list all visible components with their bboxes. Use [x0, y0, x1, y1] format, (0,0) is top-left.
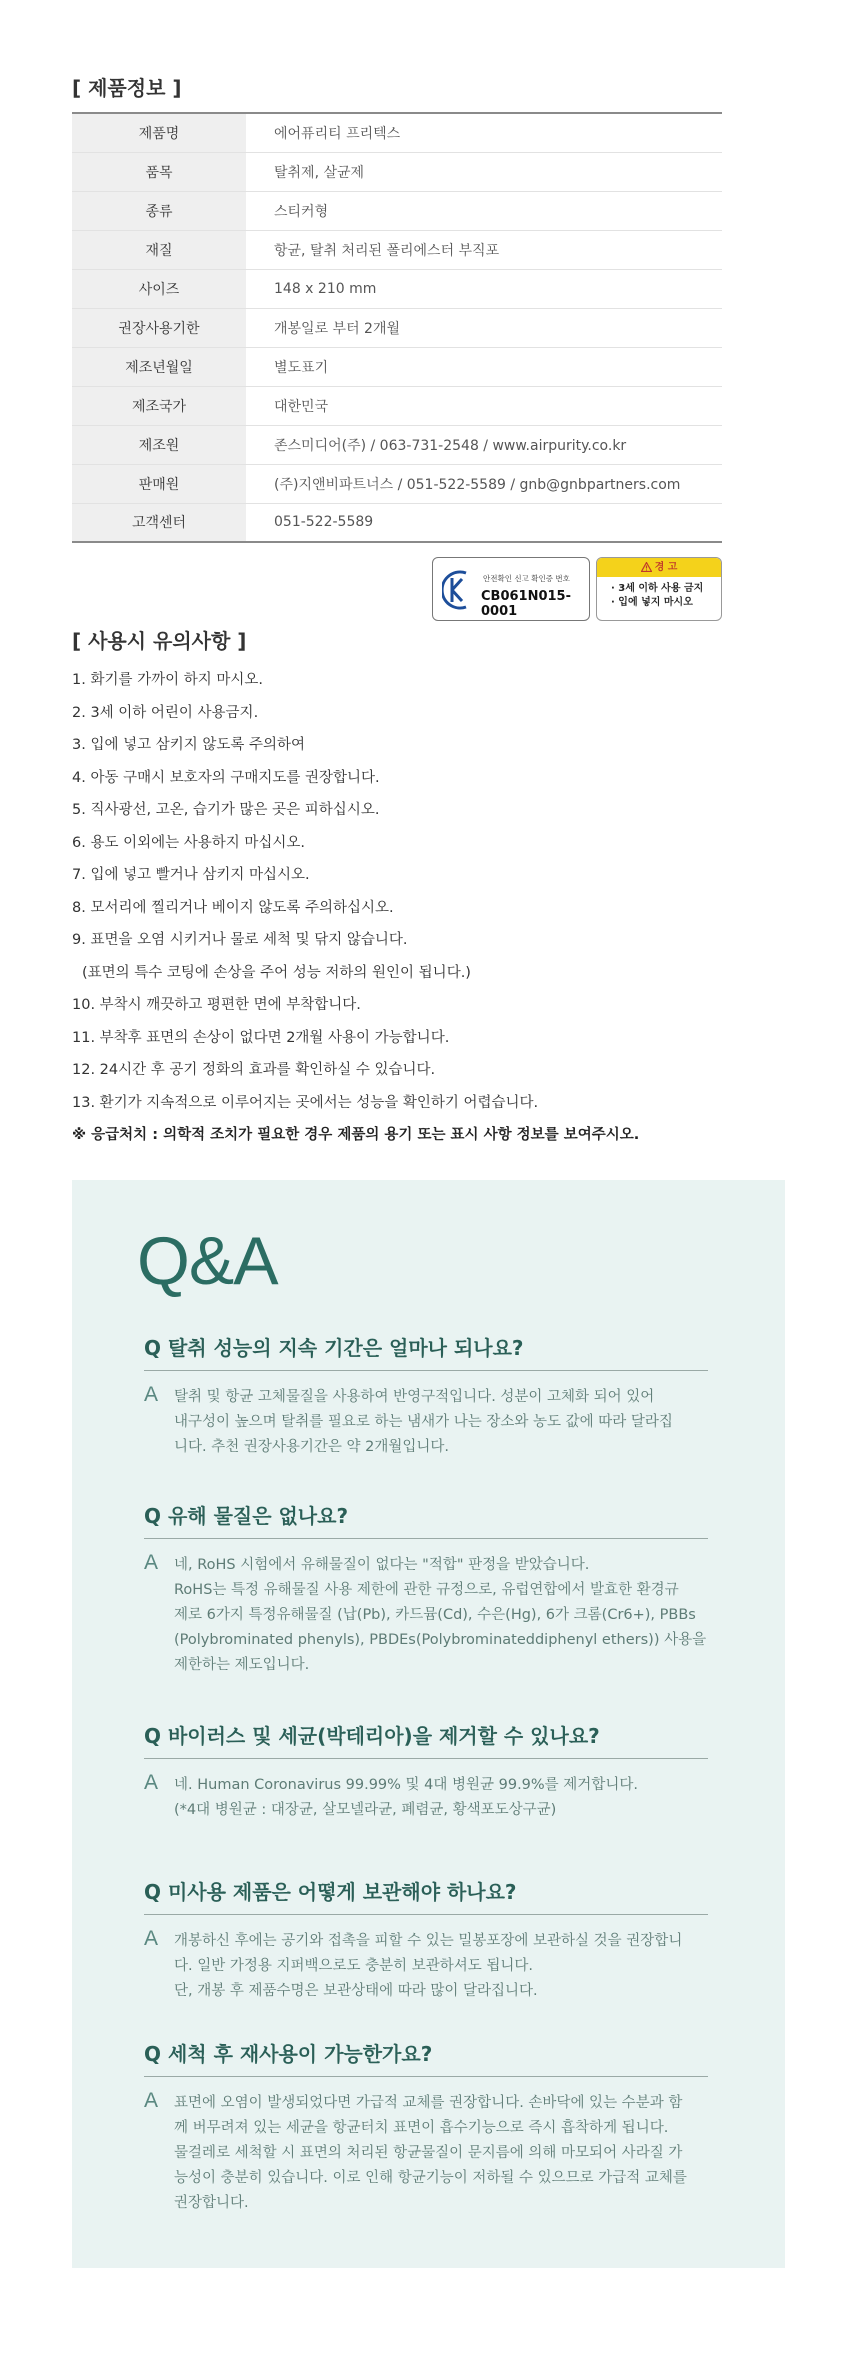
qa-question: Q 탈취 성능의 지속 기간은 얼마나 되나요?: [144, 1332, 708, 1371]
product-info-value: 탈취제, 살균제: [246, 152, 722, 191]
qa-answer-line: 탈취 및 항균 고체물질을 사용하여 반영구적입니다. 성분이 고체화 되어 있어: [174, 1389, 655, 1405]
product-info-title: [ 제품정보 ]: [72, 76, 182, 100]
qa-answer-line: 내구성이 높으며 탈취를 필요로 하는 냄새가 나는 장소와 농도 값에 따라 달라집: [174, 1414, 673, 1430]
product-info-row: [72, 308, 722, 347]
usage-notes-title: [ 사용시 유의사항 ]: [72, 629, 247, 653]
warning-header: [597, 558, 721, 577]
warning-badge: [596, 557, 722, 621]
usage-note-item: 11. 부착후 표면의 손상이 없다면 2개월 사용이 가능합니다.: [72, 1029, 450, 1046]
kc-caption: 안전확인 신고 확인증 번호: [483, 574, 570, 583]
warning-triangle-icon: [641, 562, 652, 572]
answer-mark: A: [144, 2089, 159, 2112]
usage-note-item: 5. 직사광선, 고온, 습기가 많은 곳은 피하십시오.: [72, 802, 380, 818]
product-info-key: 제조원: [72, 425, 246, 464]
qa-answer: [144, 1773, 708, 1823]
usage-note-item: 9. 표면을 오염 시키거나 물로 세척 및 닦지 않습니다.: [72, 932, 408, 948]
qa-answer-line: 제한하는 제도입니다.: [174, 1657, 310, 1673]
qa-answer-line: 권장합니다.: [174, 2195, 249, 2211]
certification-badges: [432, 557, 722, 623]
product-info-row: [72, 503, 722, 542]
usage-note-item: 1. 화기를 가까이 하지 마시오.: [72, 672, 263, 688]
product-info-row: [72, 347, 722, 386]
qa-heading: Q&A: [137, 1223, 278, 1299]
product-info-row: [72, 191, 722, 230]
product-info-value: 스티커형: [246, 191, 722, 230]
qa-question: Q 유해 물질은 없나요?: [144, 1500, 708, 1539]
qa-answer: [144, 2091, 708, 2216]
qa-question: Q 세척 후 재사용이 가능한가요?: [144, 2038, 708, 2077]
answer-mark: A: [144, 1771, 159, 1794]
qa-answer-line: 께 버무려져 있는 세균을 항균터치 표면이 흡수기능으로 즉시 흡착하게 됩니다.: [174, 2120, 669, 2136]
usage-note-item: (표면의 특수 코팅에 손상을 주어 성능 저하의 원인이 됩니다.): [82, 964, 471, 981]
usage-notes-list: [72, 664, 772, 1152]
qa-answer-line: 네, RoHS 시험에서 유해물질이 없다는 "적합" 판정을 받았습니다.: [174, 1557, 590, 1573]
warning-line-1: · 3세 이하 사용 금지: [611, 583, 704, 594]
kc-number: CB061N015-0001: [481, 589, 571, 619]
usage-note-item: 13. 환기가 지속적으로 이루어지는 곳에서는 성능을 확인하기 어렵습니다.: [72, 1094, 539, 1111]
qa-answer-line: 물걸레로 세척할 시 표면의 처리된 항균물질이 문지름에 의해 마모되어 사라질 가: [174, 2145, 683, 2161]
product-info-key: 제조년월일: [72, 347, 246, 386]
usage-note-item: 2. 3세 이하 어린이 사용금지.: [72, 704, 259, 721]
qa-answer-line: 개봉하신 후에는 공기와 접촉을 피할 수 있는 밀봉포장에 보관하실 것을 권장합니: [174, 1933, 683, 1949]
product-info-row: [72, 113, 722, 152]
qa-item: [144, 2038, 708, 2216]
qa-answer-line: 단, 개봉 후 제품수명은 보관상태에 따라 많이 달라집니다.: [174, 1983, 538, 1999]
product-info-value: 항균, 탈취 처리된 폴리에스터 부직포: [246, 230, 722, 269]
product-info-key: 제품명: [72, 113, 246, 152]
qa-answer-line: RoHS는 특정 유해물질 사용 제한에 관한 규정으로, 유럽연합에서 발효한 환경규: [174, 1582, 679, 1598]
kc-certification-badge: [432, 557, 590, 621]
product-info-key: 권장사용기한: [72, 308, 246, 347]
qa-answer: [144, 1929, 708, 2004]
qa-item: [144, 1720, 708, 1823]
qa-answer-line: (Polybrominated phenyls), PBDEs(Polybrominateddiphenyl ethers)) 사용을: [174, 1632, 707, 1648]
usage-note-item: 8. 모서리에 찔리거나 베이지 않도록 주의하십시오.: [72, 899, 394, 916]
usage-note-item: 10. 부착시 깨끗하고 평편한 면에 부착합니다.: [72, 997, 361, 1013]
product-info-row: [72, 386, 722, 425]
qa-answer-line: 네. Human Coronavirus 99.99% 및 4대 병원균 99.9%를 제거합니다.: [174, 1777, 638, 1793]
product-info-value: 존스미디어(주) / 063-731-2548 / www.airpurity.co.kr: [246, 425, 722, 464]
product-info-value: 에어퓨리티 프리텍스: [246, 113, 722, 152]
product-info-row: [72, 152, 722, 191]
usage-note-item: 6. 용도 이외에는 사용하지 마십시오.: [72, 834, 305, 851]
product-info-value: 대한민국: [246, 386, 722, 425]
product-info-value: (주)지앤비파트너스 / 051-522-5589 / gnb@gnbpartners.com: [246, 464, 722, 503]
product-info-key: 종류: [72, 191, 246, 230]
usage-note-item: 7. 입에 넣고 빨거나 삼키지 마십시오.: [72, 867, 310, 883]
qa-answer-line: 표면에 오염이 발생되었다면 가급적 교체를 권장합니다. 손바닥에 있는 수분과 함: [174, 2095, 683, 2111]
product-info-row: [72, 425, 722, 464]
product-info-value: 개봉일로 부터 2개월: [246, 308, 722, 347]
product-info-row: [72, 230, 722, 269]
product-info-value: 별도표기: [246, 347, 722, 386]
qa-question: Q 미사용 제품은 어떻게 보관해야 하나요?: [144, 1876, 708, 1915]
usage-note-item: ※ 응급처치 : 의학적 조치가 필요한 경우 제품의 용기 또는 표시 사항 정보를 보여주시오.: [72, 1127, 640, 1143]
product-info-key: 제조국가: [72, 386, 246, 425]
qa-item: [144, 1500, 708, 1678]
qa-answer: [144, 1553, 708, 1678]
answer-mark: A: [144, 1927, 159, 1950]
qa-answer: [144, 1385, 708, 1460]
qa-answer-line: 다. 일반 가정용 지퍼백으로도 충분히 보관하셔도 됩니다.: [174, 1958, 534, 1974]
product-info-key: 재질: [72, 230, 246, 269]
usage-note-item: 12. 24시간 후 공기 정화의 효과를 확인하실 수 있습니다.: [72, 1062, 436, 1078]
product-info-key: 품목: [72, 152, 246, 191]
qa-panel: [72, 1180, 785, 2268]
qa-question: Q 바이러스 및 세균(박테리아)을 제거할 수 있나요?: [144, 1720, 708, 1759]
kc-mark-icon: [442, 569, 472, 611]
product-info-table: [72, 112, 722, 543]
product-info-row: [72, 464, 722, 503]
usage-note-item: 4. 아동 구매시 보호자의 구매지도를 권장합니다.: [72, 769, 380, 786]
qa-item: [144, 1332, 708, 1460]
qa-item: [144, 1876, 708, 2004]
qa-answer-line: 능성이 충분히 있습니다. 이로 인해 항균기능이 저하될 수 있으므로 가급적 교체를: [174, 2170, 687, 2186]
warning-head-text: 경 고: [654, 562, 678, 573]
product-info-key: 판매원: [72, 464, 246, 503]
warning-line-2: · 입에 넣지 마시오: [611, 597, 693, 608]
qa-answer-line: (*4대 병원균 : 대장균, 살모넬라균, 폐렴균, 황색포도상구균): [174, 1802, 557, 1818]
answer-mark: A: [144, 1383, 159, 1406]
product-info-value: 148 x 210 mm: [246, 269, 722, 308]
product-info-value: 051-522-5589: [274, 514, 374, 531]
usage-note-item: 3. 입에 넣고 삼키지 않도록 주의하여: [72, 737, 305, 753]
product-info-row: [72, 269, 722, 308]
qa-answer-line: 니다. 추천 권장사용기간은 약 2개월입니다.: [174, 1439, 449, 1455]
product-info-key: 사이즈: [72, 269, 246, 308]
product-info-key: 고객센터: [72, 503, 246, 542]
qa-answer-line: 제로 6가지 특정유해물질 (납(Pb), 카드뮴(Cd), 수은(Hg), 6가 크롬(Cr6+), PBBs: [174, 1607, 696, 1623]
answer-mark: A: [144, 1551, 159, 1574]
